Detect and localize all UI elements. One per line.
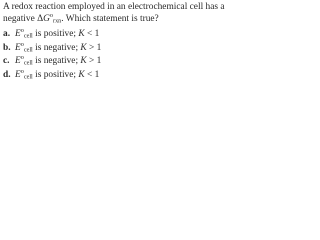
option-d[interactable] [3,69,101,83]
k-relation: < 1 [86,69,100,80]
cell-potential-symbol: E [15,29,21,39]
standard-state-superscript: o [20,27,24,34]
standard-state-superscript: o [20,67,24,75]
equilibrium-constant-symbol: K [78,69,85,80]
option-letter: a. [3,29,11,39]
cell-subscript: cell [23,73,33,81]
question-prefix: negative Δ [3,14,44,25]
cell-subscript: cell [23,59,33,67]
cell-potential-symbol: E [15,56,21,67]
option-c[interactable] [3,55,101,69]
cell-subscript: cell [23,32,33,40]
sign-statement: is positive; [35,29,76,39]
equilibrium-constant-symbol: K [80,56,87,67]
standard-state-superscript: o [20,40,24,48]
equilibrium-constant-symbol: K [80,42,87,53]
option-a[interactable] [3,28,101,42]
answer-options [3,28,101,82]
k-relation: > 1 [89,56,102,67]
question-line-2 [3,13,265,25]
k-relation: < 1 [86,29,100,39]
question-line-1: A redox reaction employed in an electrochemical cell has a [3,2,225,12]
sign-statement: is negative; [35,56,79,67]
standard-state-superscript: o [20,54,24,62]
question-text [3,1,265,25]
standard-state-superscript: o [49,12,54,20]
option-letter: c. [3,56,10,67]
equilibrium-constant-symbol: K [78,29,85,39]
option-letter: d. [3,69,11,80]
sign-statement: is positive; [35,69,76,80]
gibbs-symbol: G [43,14,50,25]
sign-statement: is negative; [35,42,79,53]
option-letter: b. [3,42,11,53]
k-relation: > 1 [89,42,102,53]
cell-potential-symbol: E [15,42,21,53]
rxn-subscript: rxn [53,17,62,25]
cell-potential-symbol: E [15,69,21,80]
cell-subscript: cell [23,46,33,54]
option-b[interactable] [3,42,101,56]
question-suffix: . Which statement is true? [61,14,159,25]
